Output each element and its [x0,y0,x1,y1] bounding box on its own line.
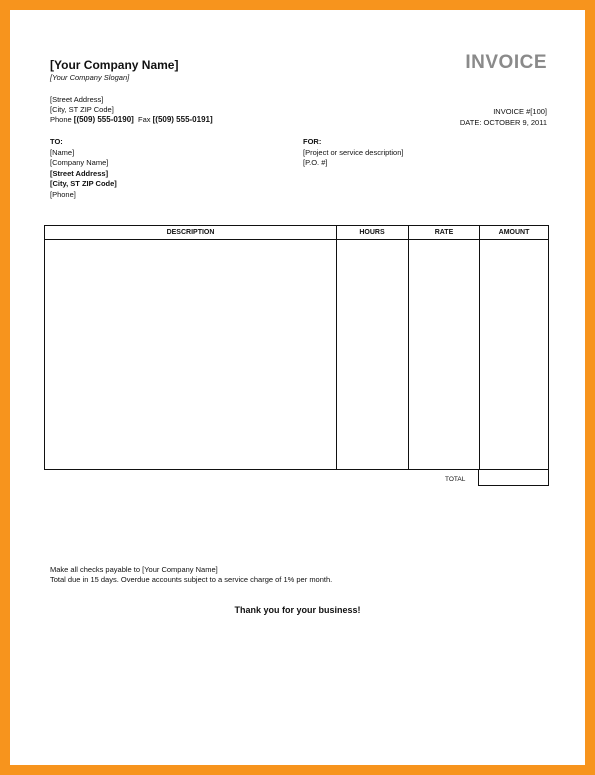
for-project: [Project or service description] [303,147,404,157]
header-amount: AMOUNT [498,229,530,236]
column-divider [479,226,480,469]
to-company: [Company Name] [50,158,109,168]
header-hours: HOURS [359,229,385,236]
bill-to-block [50,137,117,201]
company-street: [Street Address] [50,95,104,104]
column-divider [408,226,409,469]
invoice-number: INVOICE #[100] [493,107,547,116]
header-description: DESCRIPTION [166,229,215,236]
to-phone: [Phone] [50,189,76,199]
for-label: FOR: [303,137,322,146]
invoice-date: DATE: OCTOBER 9, 2011 [459,118,547,127]
fax-label: Fax [138,115,151,124]
invoice-title: INVOICE [465,52,547,73]
total-amount-box[interactable] [478,470,549,486]
table-header-row [45,226,548,240]
company-name: [Your Company Name] [50,58,179,72]
company-slogan: [Your Company Slogan] [50,73,130,82]
to-city: [City, ST ZIP Code] [50,179,117,189]
total-label: TOTAL [445,476,466,483]
invoice-table [44,225,549,470]
company-city: [City, ST ZIP Code] [50,105,114,114]
payment-instructions: Make all checks payable to [Your Company Name] [50,565,218,574]
invoice-page [10,10,585,765]
payment-terms: Total due in 15 days. Overdue accounts subject to a service charge of 1% per month. [50,575,333,584]
column-divider [336,226,337,469]
for-po: [P.O. #] [303,158,328,168]
company-contact-line [50,115,213,125]
to-label: TO: [50,137,63,146]
header-rate: RATE [434,229,454,236]
phone-label: Phone [50,115,72,124]
thank-you-message: Thank you for your business! [234,605,361,615]
phone-value: [(509) 555-0190] [73,115,134,124]
to-name: [Name] [50,147,75,157]
fax-value: [(509) 555-0191] [152,115,213,124]
for-block [303,137,403,169]
to-street: [Street Address] [50,168,109,178]
